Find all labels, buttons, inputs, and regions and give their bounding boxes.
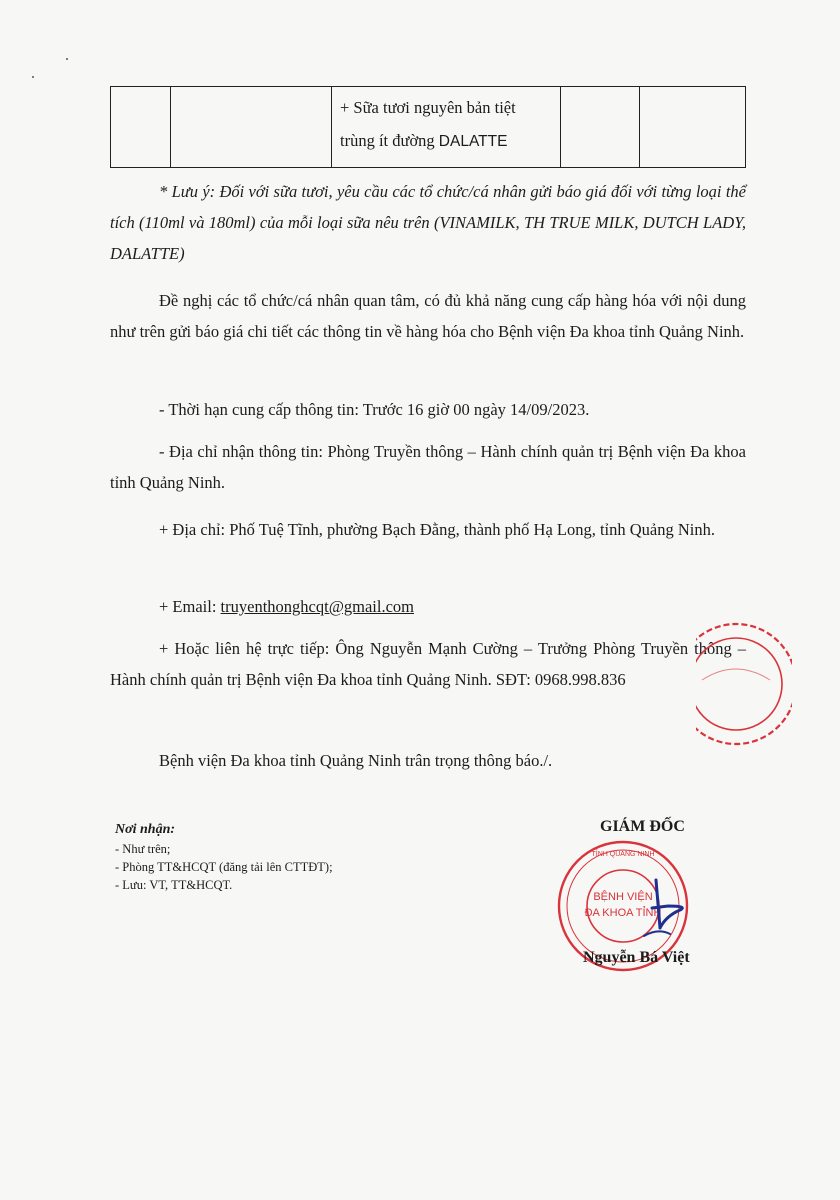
- scan-speck: [32, 76, 34, 78]
- recipient-item: - Phòng TT&HCQT (đăng tải lên CTTĐT);: [115, 860, 333, 874]
- seal-center-line-1: BỆNH VIỆN: [593, 891, 653, 903]
- item-line-1: + Sữa tươi nguyên bản tiệt: [340, 98, 516, 117]
- hospital-seal-partial-icon: [696, 618, 792, 758]
- table-cell-item: [332, 87, 561, 168]
- table-cell: [640, 87, 746, 168]
- product-table: [110, 86, 746, 168]
- contact-paragraph: + Hoặc liên hệ trực tiếp: Ông Nguyễn Mạnh Cường – Trưởng Phòng Truyền thông – Hành chính quản trị Bệnh viện Đa khoa tỉnh Quảng Ninh. SĐT: 0968.998.836: [110, 639, 746, 689]
- recipient-item: - Như trên;: [115, 842, 171, 856]
- email-label: + Email:: [159, 597, 221, 616]
- email-link[interactable]: truyenthonghcqt@gmail.com: [220, 597, 414, 616]
- item-line-2: [340, 124, 556, 158]
- item-line-2-prefix: trùng ít đường: [340, 131, 439, 150]
- seal-ring-text: TỈNH QUẢNG NINH: [591, 851, 655, 858]
- email-paragraph: [110, 591, 746, 622]
- recipients-block: [115, 820, 375, 894]
- director-title: GIÁM ĐỐC: [600, 818, 685, 835]
- recipients-title: Nơi nhận:: [115, 822, 176, 837]
- table-row: [111, 87, 746, 168]
- table-cell: [171, 87, 332, 168]
- request-paragraph: Đề nghị các tổ chức/cá nhân quan tâm, có đủ khả năng cung cấp hàng hóa với nội dung như trên gửi báo giá chi tiết các thông tin về hàng hóa cho Bệnh viện Đa khoa tỉnh Quảng Ninh.: [110, 291, 746, 341]
- receiving-address-paragraph: - Địa chỉ nhận thông tin: Phòng Truyền thông – Hành chính quản trị Bệnh viện Đa khoa tỉnh Quảng Ninh.: [110, 442, 746, 492]
- note-paragraph: * Lưu ý: Đối với sữa tươi, yêu cầu các tổ chức/cá nhân gửi báo giá đối với từng loại thể tích (110ml và 180ml) của mỗi loại sữa nêu trên (VINAMILK, TH TRUE MILK, DUTCH LADY, DALATTE): [110, 182, 746, 263]
- scan-speck: [66, 58, 68, 60]
- address-paragraph: + Địa chỉ: Phố Tuệ Tĩnh, phường Bạch Đằng, thành phố Hạ Long, tỉnh Quảng Ninh.: [159, 520, 716, 539]
- item-brand: DALATTE: [438, 133, 508, 150]
- closing-paragraph: Bệnh viện Đa khoa tỉnh Quảng Ninh trân trọng thông báo./.: [159, 751, 553, 770]
- deadline-paragraph: - Thời hạn cung cấp thông tin: Trước 16 giờ 00 ngày 14/09/2023.: [159, 400, 590, 419]
- table-cell: [561, 87, 640, 168]
- recipient-item: - Lưu: VT, TT&HCQT.: [115, 878, 233, 892]
- signer-name: Nguyễn Bá Việt: [583, 949, 690, 966]
- table-cell: [111, 87, 171, 168]
- seal-center-line-2: ĐA KHOA TỈNH: [584, 907, 662, 919]
